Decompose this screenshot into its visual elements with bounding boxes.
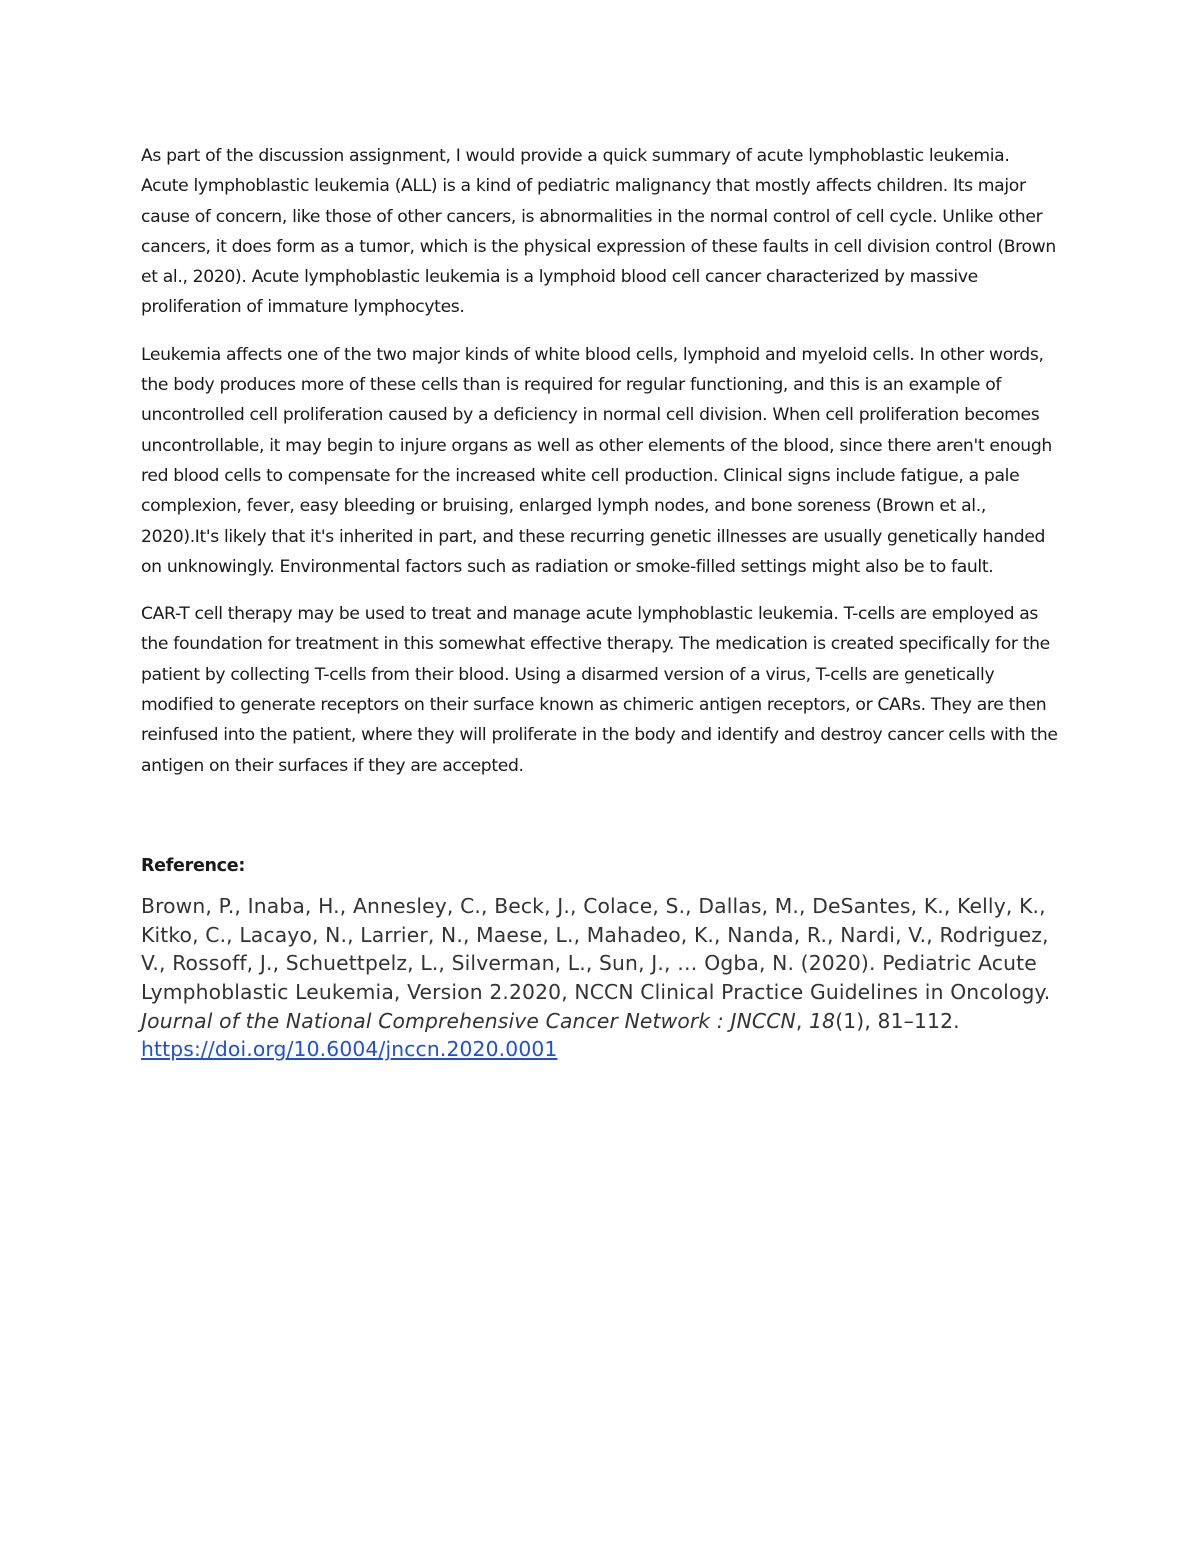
reference-entry: [141, 892, 1061, 1064]
document-content: [141, 141, 1061, 1064]
reference-separator: ,: [795, 1008, 810, 1033]
paragraph-3: CAR-T cell therapy may be used to treat and manage acute lymphoblastic leukemia. T-cells are employed as the foundation for treatment in this somewhat effective therapy. The medication is created specifically for the patient by collecting T-cells from their blood. Using a disarmed version of a virus, T-cells are genetically modified to generate receptors on their surface known as chimeric antigen receptors, or CARs. They are then reinfused into the patient, where they will proliferate in the body and identify and destroy cancer cells with the antigen on their surfaces if they are accepted.: [141, 604, 1058, 776]
paragraph-1: As part of the discussion assignment, I would provide a quick summary of acute lymphoblastic leukemia. Acute lymphoblastic leukemia (ALL) is a kind of pediatric malignancy that mostly affects children. Its major cause of concern, like those of other cancers, is abnormalities in the normal control of cell cycle. Unlike other cancers, it does form as a tumor, which is the physical expression of these faults in cell division control (Brown et al., 2020). Acute lymphoblastic leukemia is a lymphoid blood cell cancer characterized by massive proliferation of immature lymphocytes.: [141, 146, 1056, 318]
reference-authors-title: Brown, P., Inaba, H., Annesley, C., Beck, J., Colace, S., Dallas, M., DeSantes, K., Kelly, K., Kitko, C., Lacayo, N., Larrier, N., Maese, L., Mahadeo, K., Nanda, R., Nardi, V., Rodriguez, V., Rossoff, J., Schuettpelz, L., Silverman, L., Sun, J., … Ogba, N. (2020). Pediatric Acute Lymphoblastic Leukemia, Version 2.2020, NCCN Clinical Practice Guidelines in Oncology.: [141, 893, 1051, 1005]
reference-journal: Journal of the National Comprehensive Cancer Network : JNCCN: [141, 1008, 796, 1033]
reference-doi-link[interactable]: https://doi.org/10.6004/jnccn.2020.0001: [141, 1037, 558, 1062]
paragraph-2: Leukemia affects one of the two major kinds of white blood cells, lymphoid and myeloid cells. In other words, the body produces more of these cells than is required for regular functioning, and this is an example of uncontrolled cell proliferation caused by a deficiency in normal cell division. When cell proliferation becomes uncontrollable, it may begin to injure organs as well as other elements of the blood, since there aren't enough red blood cells to compensate for the increased white cell production. Clinical signs include fatigue, a pale complexion, fever, easy bleeding or bruising, enlarged lymph nodes, and bone soreness (Brown et al., 2020).It's likely that it's inherited in part, and these recurring genetic illnesses are usually genetically handed on unknowingly. Environmental factors such as radiation or smoke-filled settings might also be to fault.: [141, 344, 1052, 577]
reference-issue-pages: (1), 81–112.: [835, 1008, 960, 1033]
reference-heading: Reference:: [141, 855, 246, 876]
reference-volume: 18: [809, 1008, 836, 1033]
